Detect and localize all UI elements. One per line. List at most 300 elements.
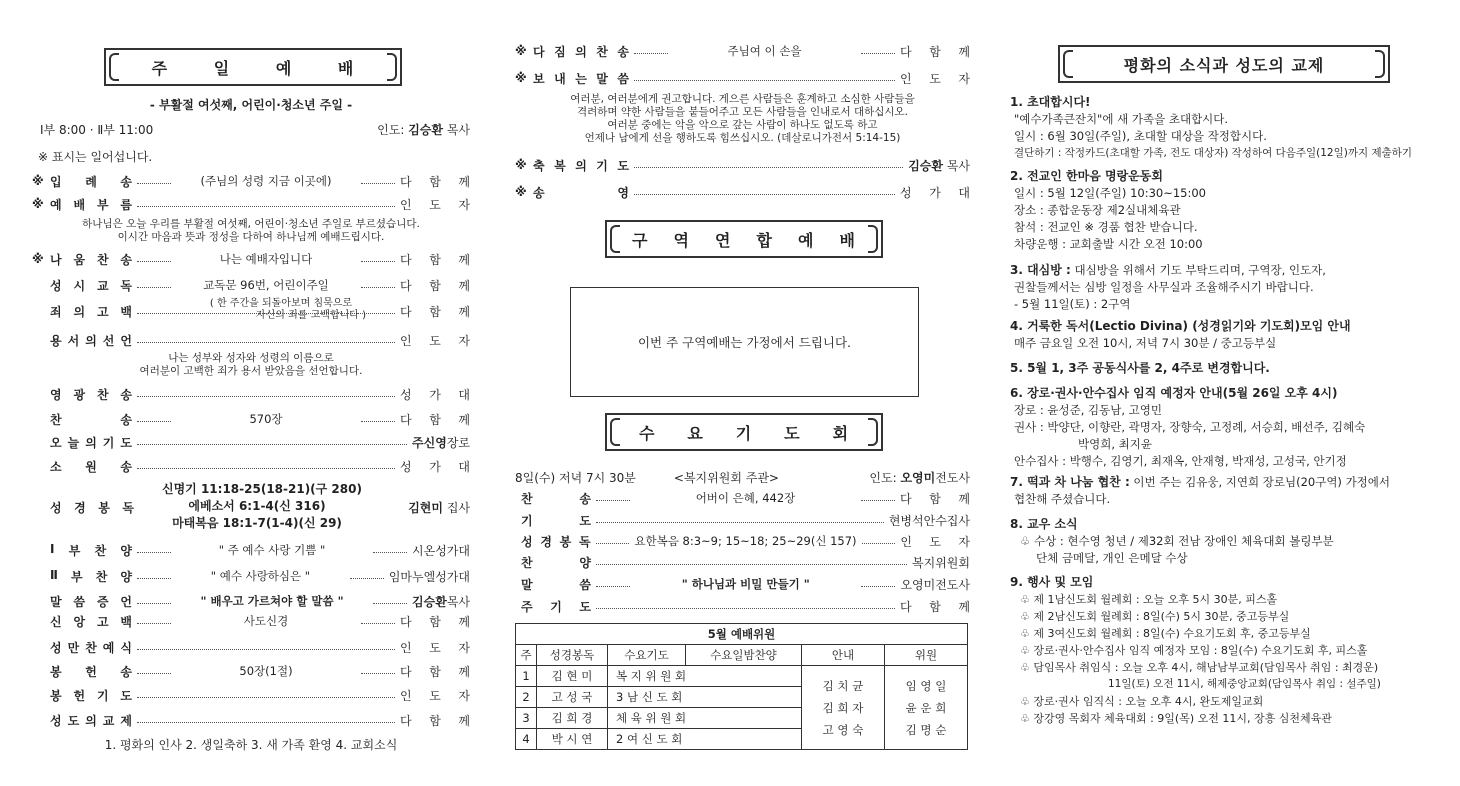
news-heading: 1. 초대합시다! — [1010, 95, 1091, 109]
performer-char: 께 — [458, 412, 470, 427]
member-name: 윤 운 희 — [905, 700, 947, 715]
performer-char: 도 — [429, 640, 441, 655]
doxology-row: ※ 송 영 성 가 대 — [515, 185, 970, 200]
worship-item-row — [32, 592, 470, 610]
label-char: 늘 — [67, 435, 80, 450]
news-item-2 — [1010, 168, 1440, 253]
item-label — [521, 512, 591, 529]
worship-item-row — [32, 195, 470, 213]
performer-char: 자 — [958, 534, 970, 549]
label-char: 복 — [554, 158, 566, 173]
label-char: 도 — [120, 435, 132, 450]
call-text-line: 이시간 마음과 뜻과 정성을 다하여 하나님께 예배드립시다. — [117, 231, 385, 243]
label-char: 송 — [120, 412, 132, 427]
item-content: (주님의 성령 지금 이곳에) — [200, 174, 332, 188]
label-char: 언 — [120, 333, 132, 348]
label-char: 찬 — [521, 491, 533, 506]
performer-char: 다 — [400, 412, 412, 427]
performer-char: 함 — [929, 44, 941, 59]
label-char: 의 — [575, 44, 587, 59]
label-char: 말 — [50, 594, 62, 609]
news-line: 이번 주는 김유웅, 지연희 장로님(20구역) 가정에서 — [1129, 475, 1391, 489]
wednesday-prayer-banner — [605, 413, 883, 451]
item-content: 사도신경 — [243, 614, 289, 628]
label-char: 기 — [521, 513, 533, 528]
performer-char: 다 — [900, 599, 912, 614]
performer-char: 함 — [429, 252, 441, 267]
item-performer: 임마누엘성가대 — [388, 569, 470, 584]
item-label — [50, 593, 132, 610]
scripture-label — [50, 499, 134, 516]
performer-char: 함 — [429, 304, 441, 319]
item-performer — [400, 386, 470, 403]
label-char: 예 — [50, 197, 62, 212]
duty-cell: 체 육 위 원 회 — [608, 708, 802, 729]
benediction-label — [533, 157, 629, 174]
performer-char: 자 — [458, 197, 470, 212]
label-char: 송 — [617, 44, 629, 59]
duty-header-cell: 주 — [516, 645, 537, 666]
label-char: 씀 — [579, 577, 591, 592]
sending-word-text — [515, 93, 970, 145]
news-heading: 9. 행사 및 모임 — [1010, 575, 1094, 589]
performer-char: 성 — [900, 185, 912, 200]
label-char: 기 — [96, 688, 109, 703]
label-char: 찬 — [95, 569, 108, 584]
news-heading: 5. 5월 1, 3주 공동식사를 2, 4주로 변경합니다. — [1010, 361, 1270, 375]
performer-char: 께 — [458, 614, 470, 629]
worship-item-row — [32, 686, 470, 704]
performer-char: 성 — [400, 459, 412, 474]
performer-char: 께 — [458, 304, 470, 319]
item-label — [50, 613, 132, 630]
item-performer — [400, 458, 470, 475]
performer-title: 장로 — [446, 435, 470, 450]
worship-item-row — [32, 711, 470, 729]
item-performer — [400, 663, 470, 680]
event-line: ♧ 제 3여신도회 월례회 : 8일(수) 수요기도회 후, 중고등부실 — [1020, 627, 1311, 640]
item-label — [521, 490, 591, 507]
performer-char: 함 — [429, 412, 441, 427]
title-char: 회 — [832, 423, 850, 443]
guide-name: 김 희 자 — [822, 700, 864, 715]
item-label — [50, 542, 132, 559]
standing-mark: ※ — [32, 252, 44, 266]
performer-char: 함 — [429, 614, 441, 629]
item-performer — [400, 196, 470, 213]
wednesday-item-row — [515, 575, 970, 593]
item-label — [521, 533, 591, 550]
label-char: 찬 — [50, 412, 62, 427]
worship-item-row — [32, 385, 470, 403]
district-worship-text: 이번 주 구역예배는 가정에서 드립니다. — [637, 335, 852, 350]
label-char: 름 — [120, 197, 132, 212]
news-heading: 2. 전교인 한마음 명랑운동회 — [1010, 169, 1163, 183]
item-performer — [900, 43, 970, 60]
label-char: 오 — [50, 435, 62, 450]
news-item-4 — [1010, 318, 1440, 352]
performer-char: 가 — [429, 459, 441, 474]
item-label — [521, 554, 591, 571]
doxology-label — [533, 184, 629, 201]
service-leader — [377, 121, 470, 138]
news-item-6 — [1010, 385, 1440, 470]
scripture-passage: 마태복음 18:1-7(1-4)(신 29) — [172, 516, 342, 530]
title-char: 합 — [756, 230, 773, 250]
item-performer: 시온성가대 — [412, 543, 470, 558]
leader-title: 목사 — [443, 123, 470, 137]
item-performer — [900, 533, 970, 550]
duty-cell: 3 남 신 도 회 — [608, 687, 802, 708]
item-label — [521, 598, 591, 615]
closing-item-row — [515, 69, 970, 87]
news-line: 대심방을 위해서 기도 부탁드리며, 구역장, 인도자, — [1070, 263, 1326, 277]
news-item-1 — [1010, 94, 1440, 162]
label-char: 찬 — [96, 252, 109, 267]
label-char: 소 — [50, 459, 62, 474]
label-char: 움 — [73, 252, 86, 267]
performer-char: 도 — [929, 534, 941, 549]
closing-item-row — [515, 42, 970, 60]
news-line: 일시 : 6월 30일(주일), 초대할 대상을 작정합시다. — [1014, 129, 1267, 143]
wed-leader-name: 오영미 — [900, 470, 936, 485]
performer-char: 도 — [929, 71, 941, 86]
item-performer — [412, 434, 470, 451]
news-line: ♧ 수상 : 현수영 청년 / 제32회 전남 장애인 체육대회 볼링부분 — [1020, 534, 1334, 548]
title-char: 연 — [714, 230, 732, 250]
performer-char: 인 — [400, 333, 412, 348]
title-char: 요 — [687, 423, 704, 443]
title-char: 배 — [839, 230, 856, 250]
service-times: Ⅰ부 8:00 · Ⅱ부 11:00 — [40, 123, 154, 137]
news-item-9 — [1010, 574, 1440, 727]
label-char: 성 — [50, 713, 62, 728]
item-label — [50, 277, 132, 294]
label-char: 의 — [575, 158, 587, 173]
duty-cell: 고 성 국 — [537, 687, 608, 708]
news-line: 장소 : 종합운동장 제2실내체육관 — [1014, 203, 1181, 217]
standing-mark: ※ — [32, 197, 44, 211]
event-line: ♧ 담임목사 취임식 : 오늘 오후 4시, 해남남부교회(담임목사 취임 : 최경운) — [1020, 661, 1379, 674]
label-char: 나 — [50, 252, 62, 267]
label-char: 의 — [85, 333, 97, 348]
performer-char: 다 — [900, 491, 912, 506]
guide-name: 고 영 숙 — [822, 722, 864, 737]
duty-cell: 2 — [516, 687, 537, 708]
duty-cell: 3 — [516, 708, 537, 729]
item-performer — [400, 613, 470, 630]
label-char: 봉 — [559, 534, 572, 549]
label-char: 봉 — [98, 500, 110, 515]
label-char: Ⅱ — [50, 567, 58, 582]
news-title-banner — [1058, 45, 1390, 83]
performer-char: 가 — [429, 387, 441, 402]
label-char: 부 — [71, 569, 83, 584]
item-performer: 현병석안수집사 — [888, 513, 970, 528]
label-char: 고 — [96, 614, 109, 629]
absolution-text — [32, 352, 470, 378]
label-char: 송 — [120, 459, 132, 474]
wednesday-item-row — [515, 553, 970, 571]
label-char: 경 — [540, 534, 552, 549]
news-line: 단체 금메달, 개인 은메달 수상 — [1036, 551, 1188, 565]
item-label — [50, 386, 132, 403]
label-char: 송 — [120, 252, 132, 267]
item-label — [533, 70, 629, 87]
standing-mark: ※ — [515, 71, 527, 85]
performer-char: 께 — [958, 44, 970, 59]
news-title: 평화의 소식과 성도의 교제 — [1123, 55, 1325, 75]
item-label — [50, 568, 132, 585]
standing-mark: ※ — [515, 44, 527, 58]
label-char: 원 — [85, 459, 97, 474]
performer-char: 인 — [400, 640, 412, 655]
label-char: 다 — [533, 44, 545, 59]
wednesday-item-row — [515, 597, 970, 615]
performer-char: 인 — [900, 534, 912, 549]
item-performer — [400, 251, 470, 268]
label-char: 례 — [85, 174, 97, 189]
performer-char: 대 — [958, 185, 970, 200]
label-char: 입 — [50, 174, 62, 189]
title-char: 수 — [638, 423, 656, 443]
label-char: 교 — [102, 713, 115, 728]
news-line: "예수가족큰잔치"에 새 가족을 초대합시다. — [1014, 112, 1229, 126]
label-char: 의 — [85, 435, 97, 450]
worship-duty-table — [515, 623, 968, 750]
performer-char: 자 — [458, 688, 470, 703]
item-performer — [900, 598, 970, 615]
item-performer — [400, 712, 470, 729]
scripture-passage: 에베소서 6:1-4(신 316) — [188, 499, 326, 513]
leader-label: 인도: — [377, 123, 409, 137]
duty-header-cell: 안내 — [802, 645, 885, 666]
benediction-name: 김승환 — [908, 158, 943, 173]
performer-char: 함 — [429, 713, 441, 728]
label-char: 헌 — [85, 664, 97, 679]
label-char: 찬 — [596, 44, 608, 59]
confession-text — [182, 298, 380, 322]
scripture-passages — [162, 481, 362, 532]
call-to-worship-text — [32, 218, 470, 244]
label-char: 배 — [73, 197, 86, 212]
wednesday-item-row — [515, 511, 970, 529]
scripture-passage: 신명기 11:18-25(18-21)(구 280) — [162, 482, 362, 496]
item-performer — [400, 411, 470, 428]
item-content: 어버이 은혜, 442장 — [695, 491, 796, 505]
label-char: 송 — [120, 174, 132, 189]
label-char: 말 — [596, 71, 608, 86]
news-line: 권찰들께서는 심방 일정을 사무실과 조율해주시기 바랍니다. — [1014, 280, 1314, 294]
title-char: 역 — [673, 230, 690, 250]
news-heading: 3. 대심방 : — [1010, 263, 1071, 277]
label-char: 독 — [120, 278, 132, 293]
news-line: 협찬해 주셨습니다. — [1014, 492, 1111, 506]
performer-char: 께 — [958, 491, 970, 506]
duty-members-cell — [885, 666, 968, 750]
label-char: 도 — [579, 599, 591, 614]
fellowship-note: 1. 평화의 인사 2. 생일축하 3. 새 가족 환영 4. 교회소식 — [104, 738, 398, 752]
label-char: 용 — [50, 333, 62, 348]
item-performer — [900, 70, 970, 87]
item-label — [50, 712, 132, 729]
item-content: " 배우고 가르쳐야 할 말씀 " — [200, 594, 344, 608]
item-performer — [400, 303, 470, 320]
worship-item-row — [32, 457, 470, 475]
performer-char: 대 — [458, 387, 470, 402]
benediction-title: 목사 — [946, 158, 970, 173]
duty-header-row — [516, 645, 968, 666]
label-char: 서 — [67, 333, 80, 348]
performer-char: 다 — [400, 174, 412, 189]
performer-char: 함 — [429, 278, 441, 293]
label-char: 도 — [120, 688, 132, 703]
label-char: 짐 — [554, 44, 566, 59]
duty-cell: 박 시 연 — [537, 729, 608, 750]
event-line: ♧ 장강영 목회자 체육대회 : 9일(목) 오전 11시, 장흥 심천체육관 — [1020, 712, 1332, 725]
performer-char: 인 — [400, 197, 412, 212]
item-performer — [400, 639, 470, 656]
label-char: 독 — [579, 534, 591, 549]
label-char: 영 — [50, 387, 62, 402]
performer-char: 도 — [429, 197, 441, 212]
worship-item-row — [32, 331, 470, 349]
performer-char: 다 — [900, 44, 912, 59]
item-performer — [400, 687, 470, 704]
member-name: 김 명 순 — [905, 722, 947, 737]
duty-cell: 복 지 위 원 회 — [608, 666, 802, 687]
label-char: 씀 — [73, 594, 86, 609]
doxology-by — [900, 184, 970, 201]
label-char: 영 — [617, 185, 629, 200]
item-label — [50, 434, 132, 451]
scripture-reader — [408, 499, 470, 516]
label-char: 백 — [120, 614, 132, 629]
performer-char: 대 — [458, 459, 470, 474]
label-char: 는 — [575, 71, 587, 86]
label-char: 양 — [579, 555, 591, 570]
event-line: ♧ 장로·권사 임직식 : 오늘 오후 4시, 완도제일교회 — [1020, 695, 1264, 708]
label-char: 기 — [596, 158, 608, 173]
duty-guides-cell — [802, 666, 885, 750]
duty-header-cell: 수요기도 — [608, 645, 686, 666]
worship-item-row — [32, 541, 470, 559]
district-worship-box — [570, 287, 919, 397]
performer-char: 자 — [958, 71, 970, 86]
label-char: 백 — [120, 304, 132, 319]
label-char: 봉 — [50, 688, 62, 703]
news-line: - 5월 11일(토) : 2구역 — [1014, 297, 1131, 311]
news-line: 참석 : 전교인 ※ 경품 협찬 받습니다. — [1014, 220, 1198, 234]
news-heading: 4. 거룩한 독서(Lectio Divina) (성경읽기와 기도회)모임 안내 — [1010, 319, 1351, 333]
item-performer: 오영미전도사 — [900, 577, 970, 592]
label-char: 송 — [533, 185, 545, 200]
duty-cell: 김 현 미 — [537, 666, 608, 687]
title-char: 주 — [151, 58, 169, 78]
label-char: 예 — [102, 640, 115, 655]
worship-item-row — [32, 612, 470, 630]
news-line: 매주 금요일 오전 10시, 저녁 7시 30분 / 중고등부실 — [1014, 336, 1277, 350]
label-char: 만 — [67, 640, 80, 655]
reader-title: 집사 — [446, 500, 470, 515]
duty-title-text: 5월 예배위원 — [707, 627, 776, 641]
item-performer — [400, 173, 470, 190]
label-char: 도 — [617, 158, 629, 173]
performer-name: 김승환 — [412, 594, 447, 609]
sending-line: 여러분 중에는 악을 악으로 갚는 사람이 하나도 없도록 하고 — [607, 119, 878, 131]
performer-char: 다 — [400, 278, 412, 293]
duty-header-cell: 위원 — [885, 645, 968, 666]
label-char: 제 — [120, 713, 132, 728]
label-char: 주 — [521, 599, 533, 614]
label-char: 부 — [96, 197, 109, 212]
standing-notice: ※ 표시는 일어섭니다. — [38, 150, 153, 164]
label-char: 성 — [50, 278, 62, 293]
performer-char: 께 — [458, 713, 470, 728]
worship-subtitle: - 부활절 여섯째, 어린이·청소년 주일 - — [149, 98, 353, 112]
item-performer — [400, 277, 470, 294]
item-label — [50, 639, 132, 656]
item-performer — [412, 593, 470, 610]
item-content: 요한복음 8:3~9; 15~18; 25~29(신 157) — [634, 534, 857, 548]
performer-char: 함 — [429, 664, 441, 679]
label-char: 언 — [120, 594, 132, 609]
item-content: 교독문 96번, 어린이주일 — [203, 278, 329, 292]
event-line: ♧ 제 2남신도회 월례회 : 8일(수) 5시 30분, 중고등부실 — [1020, 610, 1290, 623]
worship-item-row — [32, 250, 470, 268]
item-label — [50, 196, 132, 213]
news-line: 차량운행 : 교회출발 시간 오전 10:00 — [1014, 237, 1203, 251]
label-char: 씀 — [617, 71, 629, 86]
label-char: 찬 — [96, 387, 109, 402]
event-line: ♧ 제 1남신도회 월례회 : 오늘 오후 5시 30분, 피스홀 — [1020, 593, 1278, 606]
performer-char: 다 — [400, 664, 412, 679]
benediction-row: ※ 축 복 의 기 도 김승환 목사 — [515, 158, 970, 173]
label-char: 죄 — [50, 304, 62, 319]
label-char: 내 — [554, 71, 566, 86]
worship-item-row — [32, 662, 470, 680]
worship-item-row — [32, 638, 470, 656]
confession-line: 자신의 죄를 고백합니다 ) — [255, 310, 367, 321]
performer-char: 자 — [458, 333, 470, 348]
item-content: " 예수 사랑하심은 " — [210, 569, 311, 583]
performer-char: 성 — [400, 387, 412, 402]
performer-char: 께 — [458, 664, 470, 679]
item-label — [50, 458, 132, 475]
item-label — [533, 43, 629, 60]
absolution-line: 나는 성부와 성자와 성령의 이름으로 — [168, 352, 334, 364]
performer-char: 께 — [458, 252, 470, 267]
performer-char: 함 — [929, 599, 941, 614]
event-line: ♧ 장로·권사·안수집사 임직 예정자 모임 : 8일(수) 수요기도회 후, 피스홀 — [1020, 644, 1368, 657]
news-heading: 6. 장로·권사·안수집사 임직 예정자 안내(5월 26일 오후 4시) — [1010, 386, 1338, 400]
label-char: 찬 — [94, 543, 107, 558]
member-name: 임 영 일 — [905, 678, 947, 693]
title-char: 구 — [632, 230, 649, 250]
news-item-3 — [1010, 262, 1440, 313]
label-char: 축 — [533, 158, 545, 173]
item-performer — [400, 332, 470, 349]
title-char: 예 — [797, 230, 815, 250]
label-char: 의 — [73, 304, 86, 319]
leader-name: 김승환 — [408, 123, 443, 137]
label-char: 양 — [120, 569, 132, 584]
performer-char: 함 — [929, 491, 941, 506]
performer-title: 목사 — [446, 594, 470, 609]
label-char: 찬 — [85, 640, 97, 655]
performer-char: 자 — [458, 640, 470, 655]
item-label — [50, 411, 132, 428]
